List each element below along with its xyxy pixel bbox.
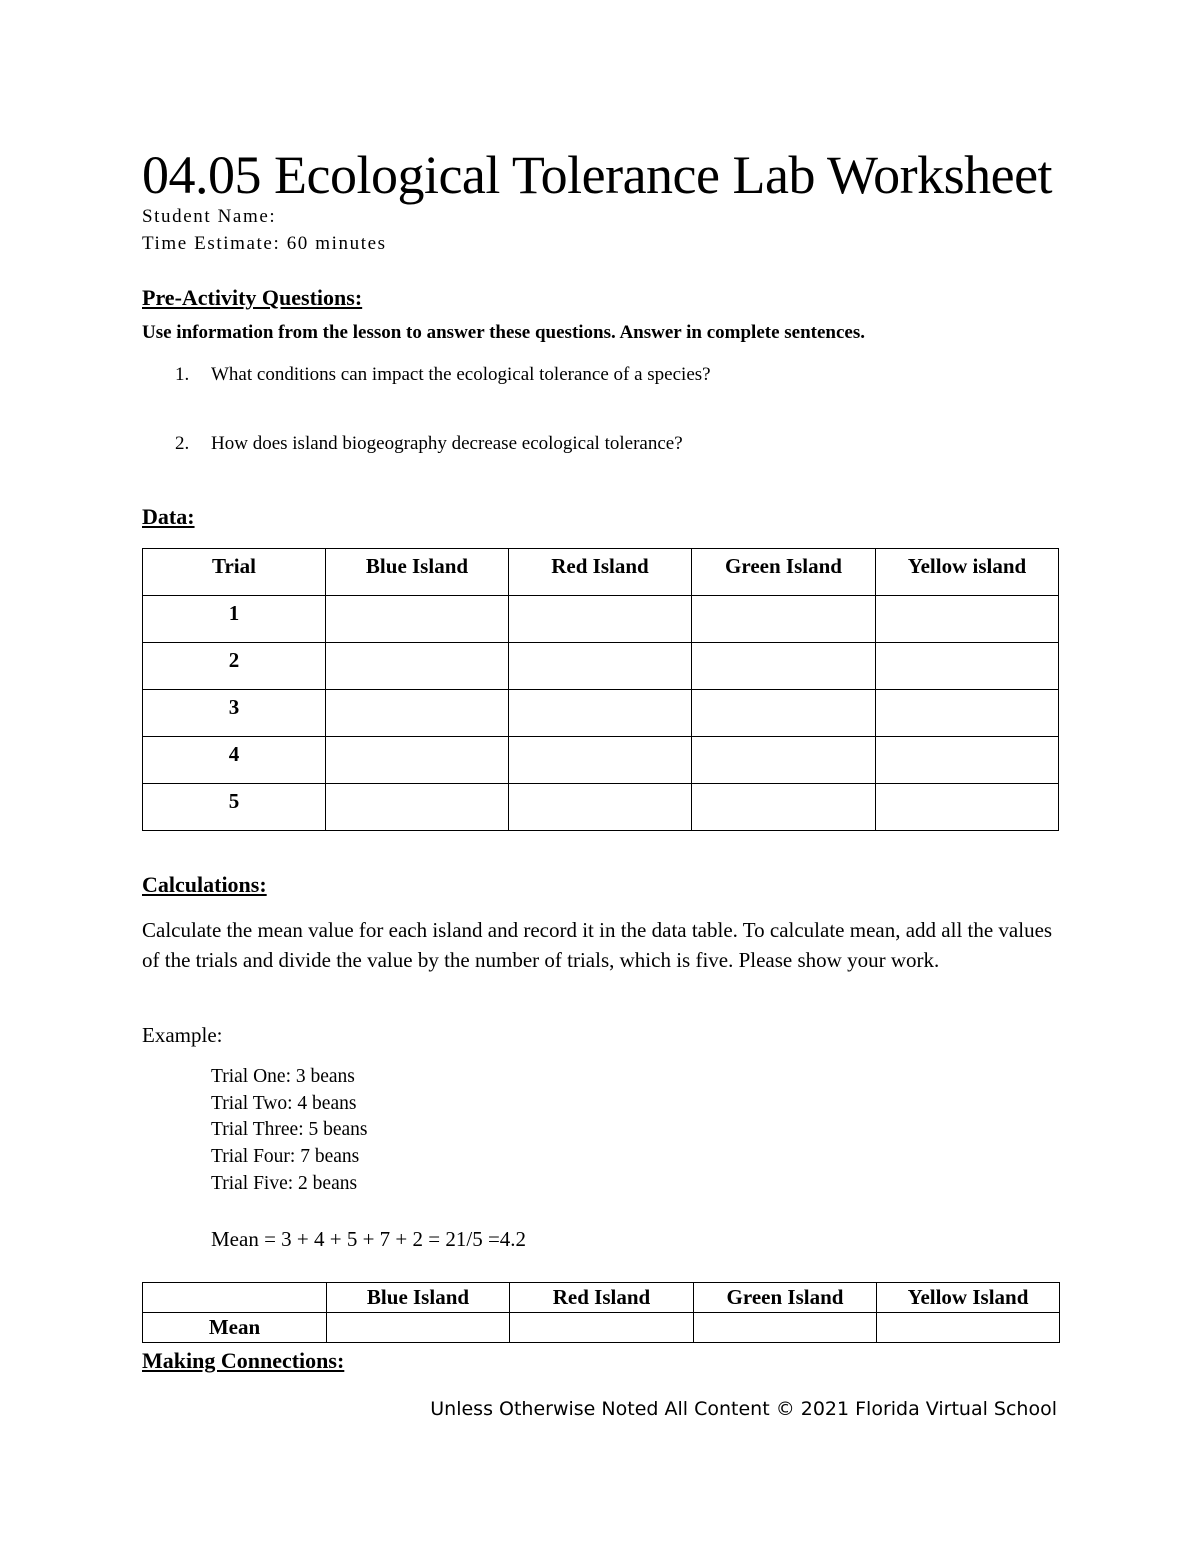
page-title: 04.05 Ecological Tolerance Lab Worksheet [142, 145, 1053, 205]
mean-formula: Mean = 3 + 4 + 5 + 7 + 2 = 21/5 =4.2 [211, 1227, 527, 1251]
list-item: Trial Five: 2 beans [211, 1172, 358, 1194]
table-row [143, 643, 1059, 690]
green-island-cell[interactable] [692, 690, 876, 737]
list-item: Trial Three: 5 beans [211, 1119, 368, 1141]
blue-island-cell[interactable] [326, 737, 509, 784]
red-island-cell[interactable] [509, 784, 692, 831]
header-yellow-island: Yellow island [876, 549, 1059, 596]
blue-island-mean-cell[interactable] [327, 1313, 510, 1343]
data-table-header-row [143, 549, 1059, 596]
table-row [143, 737, 1059, 784]
yellow-island-cell[interactable] [876, 596, 1059, 643]
header-blue-island: Blue Island [327, 1283, 510, 1313]
list-item: Trial Four: 7 beans [211, 1146, 360, 1168]
header-green-island: Green Island [694, 1283, 877, 1313]
data-heading: Data: [142, 504, 195, 529]
header-empty [143, 1283, 327, 1313]
table-row [143, 1313, 1060, 1343]
pre-activity-heading: Pre-Activity Questions: [142, 285, 363, 310]
pre-activity-instructions: Use information from the lesson to answer these questions. Answer in complete sentences. [142, 322, 866, 343]
example-trial-list [211, 1064, 368, 1198]
trial-number: 3 [143, 690, 326, 737]
copyright-footer: Unless Otherwise Noted All Content © 2021 Florida Virtual School [430, 1398, 1057, 1420]
blue-island-cell[interactable] [326, 596, 509, 643]
blue-island-cell[interactable] [326, 690, 509, 737]
yellow-island-cell[interactable] [876, 643, 1059, 690]
yellow-island-cell[interactable] [876, 784, 1059, 831]
trial-number: 4 [143, 737, 326, 784]
yellow-island-mean-cell[interactable] [877, 1313, 1060, 1343]
header-red-island: Red Island [510, 1283, 694, 1313]
blue-island-cell[interactable] [326, 643, 509, 690]
time-estimate: Time Estimate: 60 minutes [142, 233, 387, 254]
yellow-island-cell[interactable] [876, 737, 1059, 784]
mean-row-label: Mean [143, 1313, 327, 1343]
student-name-label: Student Name: [142, 206, 277, 227]
red-island-cell[interactable] [509, 737, 692, 784]
red-island-cell[interactable] [509, 596, 692, 643]
data-table [142, 548, 1059, 831]
table-row [143, 784, 1059, 831]
question-item [175, 363, 711, 387]
header-green-island: Green Island [692, 549, 876, 596]
yellow-island-cell[interactable] [876, 690, 1059, 737]
making-connections-heading: Making Connections: [142, 1348, 345, 1373]
red-island-mean-cell[interactable] [510, 1313, 694, 1343]
green-island-mean-cell[interactable] [694, 1313, 877, 1343]
blue-island-cell[interactable] [326, 784, 509, 831]
green-island-cell[interactable] [692, 737, 876, 784]
header-trial: Trial [143, 549, 326, 596]
green-island-cell[interactable] [692, 596, 876, 643]
green-island-cell[interactable] [692, 784, 876, 831]
header-red-island: Red Island [509, 549, 692, 596]
list-item: Trial Two: 4 beans [211, 1092, 357, 1114]
mean-table [142, 1282, 1060, 1343]
calculations-heading: Calculations: [142, 872, 267, 897]
red-island-cell[interactable] [509, 643, 692, 690]
header-blue-island: Blue Island [326, 549, 509, 596]
header-yellow-island: Yellow Island [877, 1283, 1060, 1313]
question-number: 1. [175, 364, 190, 385]
green-island-cell[interactable] [692, 643, 876, 690]
list-item: Trial One: 3 beans [211, 1066, 355, 1087]
question-item [175, 432, 683, 456]
trial-number: 5 [143, 784, 326, 831]
question-number: 2. [175, 433, 190, 454]
table-row [143, 690, 1059, 737]
question-text: How does island biogeography decrease ecological tolerance? [211, 433, 683, 454]
red-island-cell[interactable] [509, 690, 692, 737]
table-row [143, 596, 1059, 643]
trial-number: 2 [143, 643, 326, 690]
example-label: Example: [142, 1023, 223, 1047]
mean-table-header-row [143, 1283, 1060, 1313]
trial-number: 1 [143, 596, 326, 643]
calculations-paragraph: Calculate the mean value for each island and record it in the data table. To calculate mean, add all the values of the trials and divide the value by the number of trials, which is five. Please show your work. [142, 918, 1053, 972]
question-text: What conditions can impact the ecological tolerance of a species? [211, 364, 711, 385]
